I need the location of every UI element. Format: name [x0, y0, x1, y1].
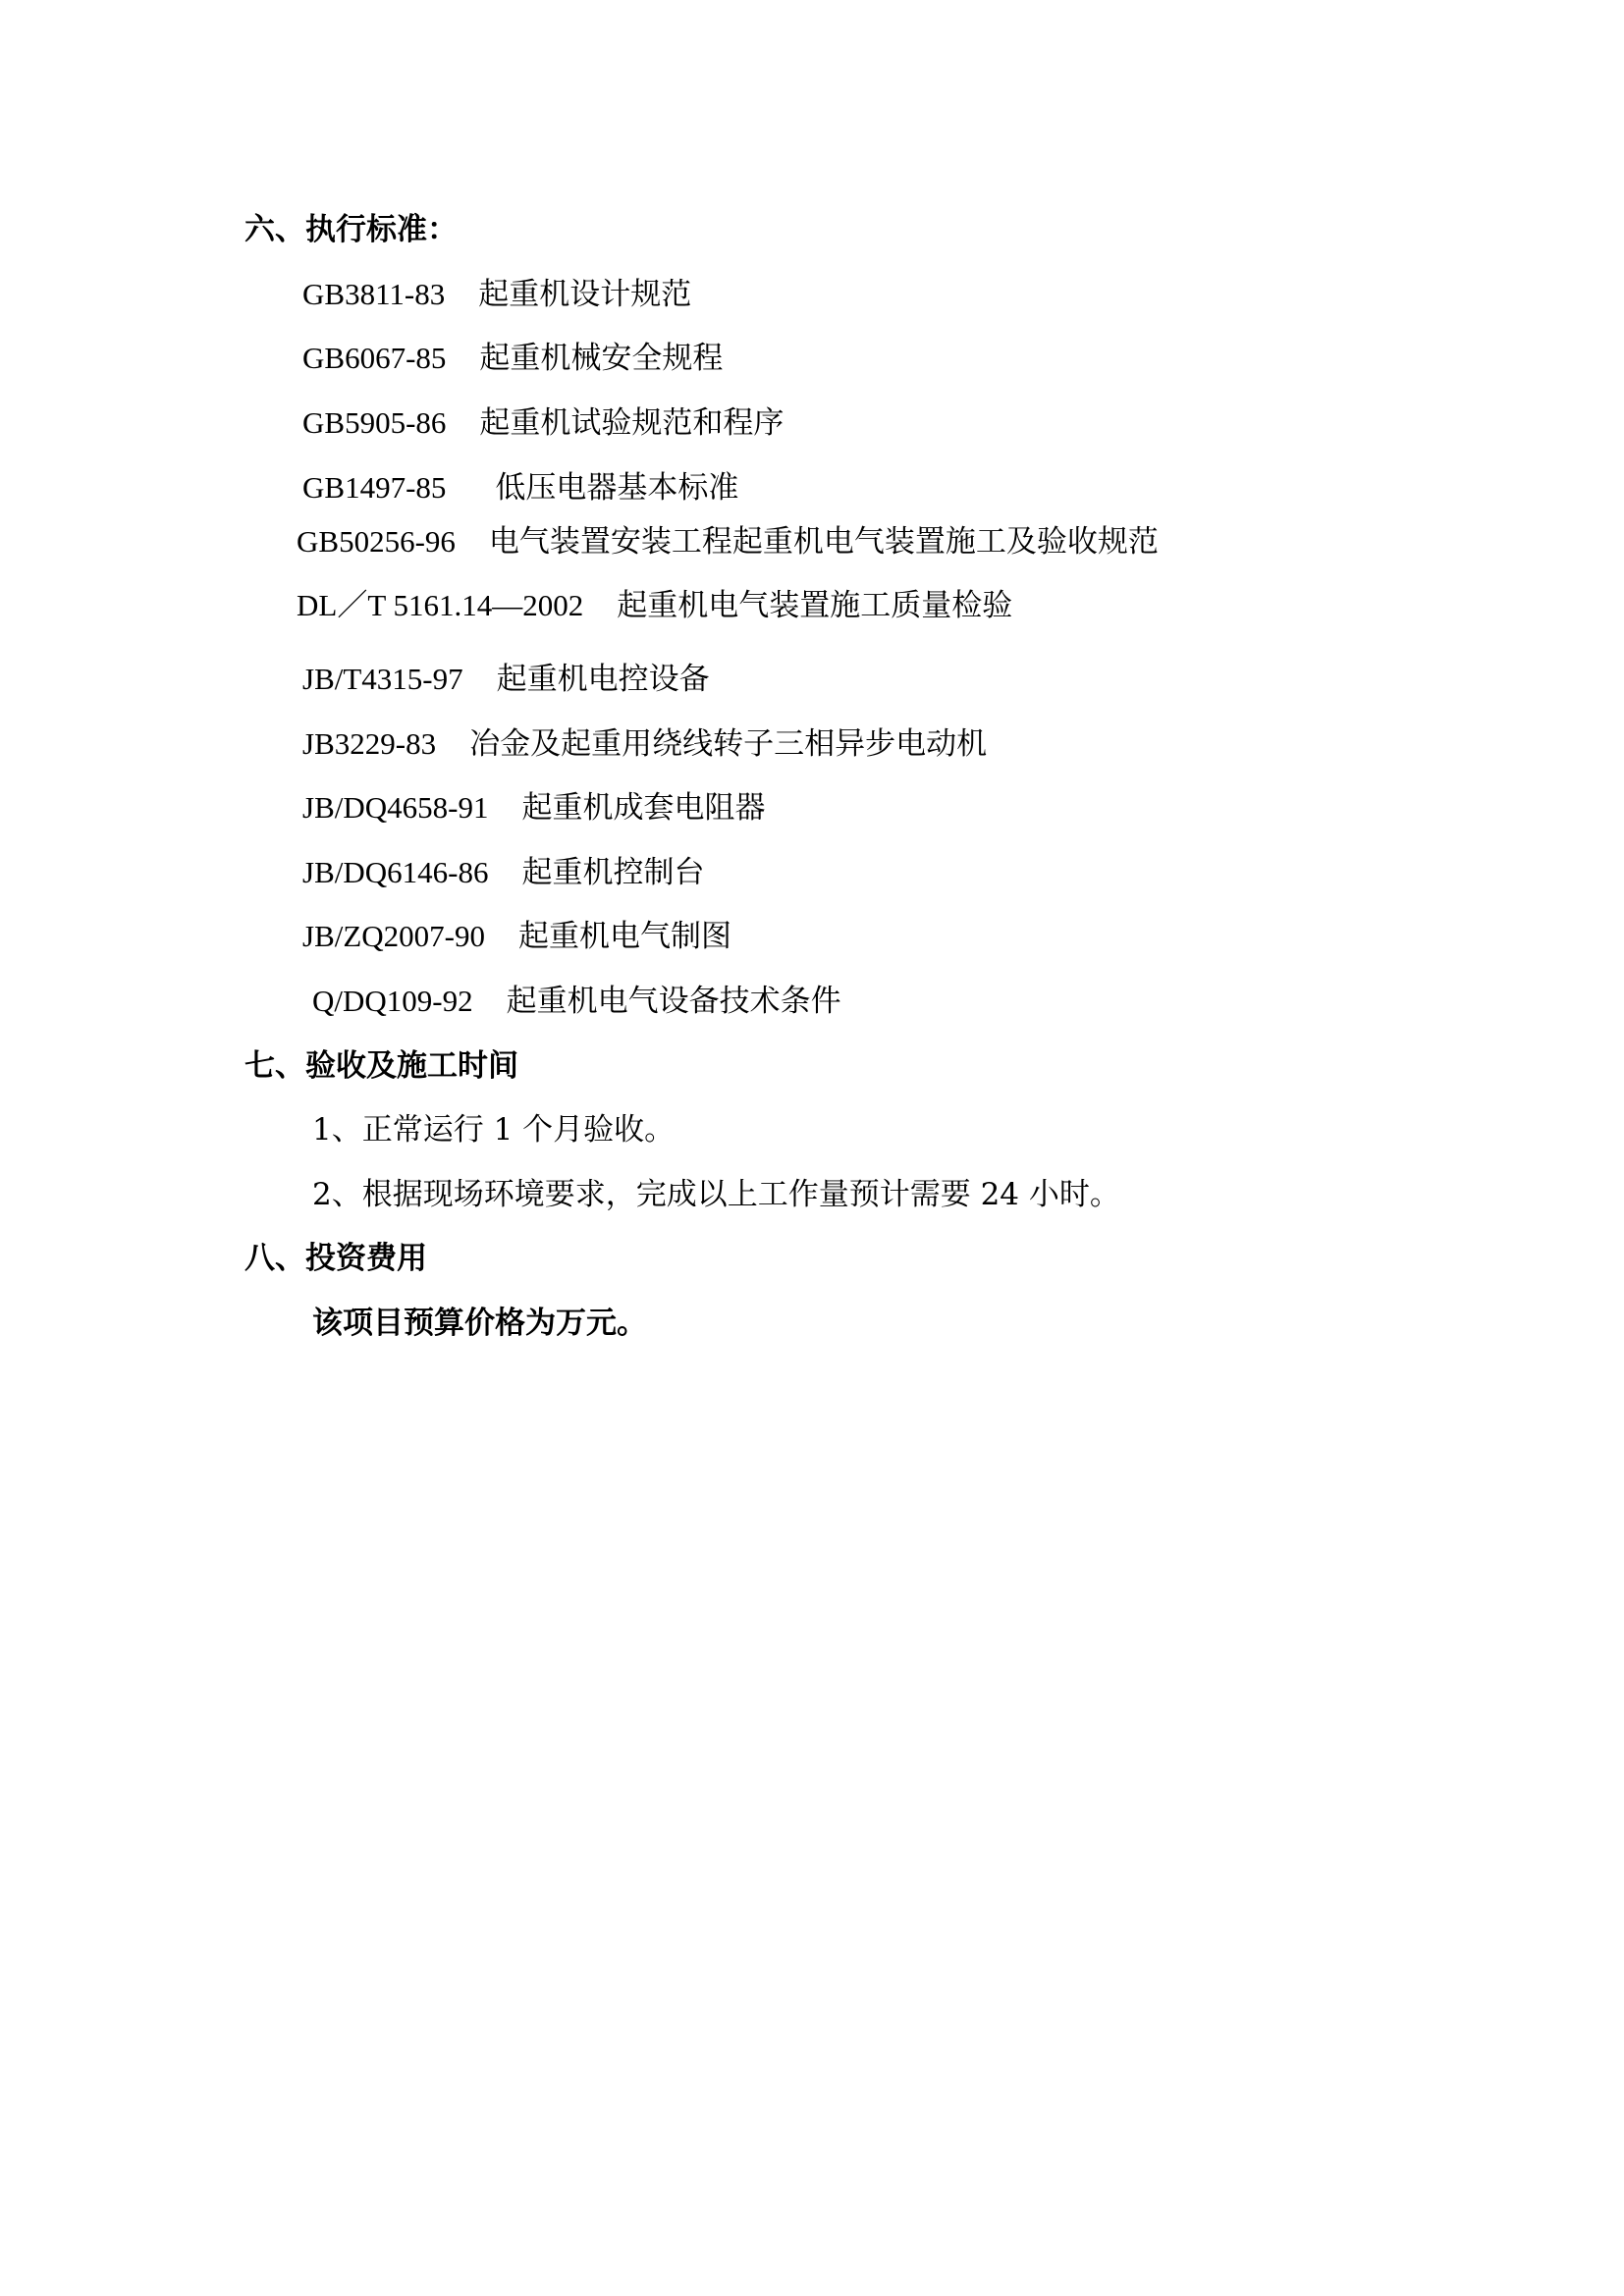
standard-title: 起重机电气设备技术条件	[506, 984, 841, 1019]
standard-code: GB50256-96	[297, 524, 456, 559]
standard-title: 起重机电控设备	[496, 662, 710, 697]
standard-item	[297, 522, 1159, 561]
standard-title: 起重机试验规范和程序	[479, 405, 785, 441]
standard-item	[302, 468, 738, 507]
standard-title: 起重机成套电阻器	[521, 790, 766, 826]
standard-title: 起重机电气装置施工质量检验	[617, 588, 1013, 623]
schedule-item: 2、根据现场环境要求，完成以上工作量预计需要 24 小时。	[312, 1177, 1120, 1212]
schedule-item: 1、正常运行 1 个月验收。	[312, 1112, 676, 1148]
standard-code: JB/T4315-97	[302, 662, 463, 696]
standard-code: JB/DQ6146-86	[302, 855, 489, 889]
standard-item	[302, 724, 987, 764]
section-7-heading: 七、验收及施工时间	[244, 1048, 518, 1084]
standard-title: 电气装置安装工程起重机电气装置施工及验收规范	[488, 524, 1159, 560]
standard-title: 起重机电气制图	[518, 919, 731, 954]
standard-item	[302, 339, 723, 378]
standard-item	[302, 788, 765, 828]
standard-code: JB/ZQ2007-90	[302, 919, 485, 953]
standard-title: 冶金及起重用绕线转子三相异步电动机	[469, 726, 988, 762]
standard-item	[302, 853, 704, 892]
standard-item	[312, 982, 841, 1021]
budget-text: 该项目预算价格为万元。	[312, 1306, 647, 1341]
standard-code: JB3229-83	[302, 726, 437, 761]
section-6-heading: 六、执行标准：	[244, 212, 458, 247]
standard-item	[302, 403, 784, 443]
standard-title: 起重机设计规范	[478, 277, 692, 312]
standard-title: 起重机控制台	[521, 855, 705, 890]
standard-title: 起重机械安全规程	[479, 341, 724, 376]
standard-item	[302, 660, 710, 699]
standard-code: GB6067-85	[302, 341, 447, 375]
standard-item	[302, 275, 691, 314]
standard-title: 低压电器基本标准	[495, 470, 739, 506]
standard-item	[297, 586, 1012, 625]
section-8-heading: 八、投资费用	[244, 1241, 427, 1276]
standard-code: DL／T 5161.14—2002	[297, 588, 584, 622]
standard-code: JB/DQ4658-91	[302, 790, 489, 825]
standard-code: GB3811-83	[302, 277, 446, 311]
standard-code: GB1497-85	[302, 470, 447, 505]
standard-code: Q/DQ109-92	[312, 984, 473, 1018]
standard-code: GB5905-86	[302, 405, 447, 440]
standard-item	[302, 917, 731, 956]
